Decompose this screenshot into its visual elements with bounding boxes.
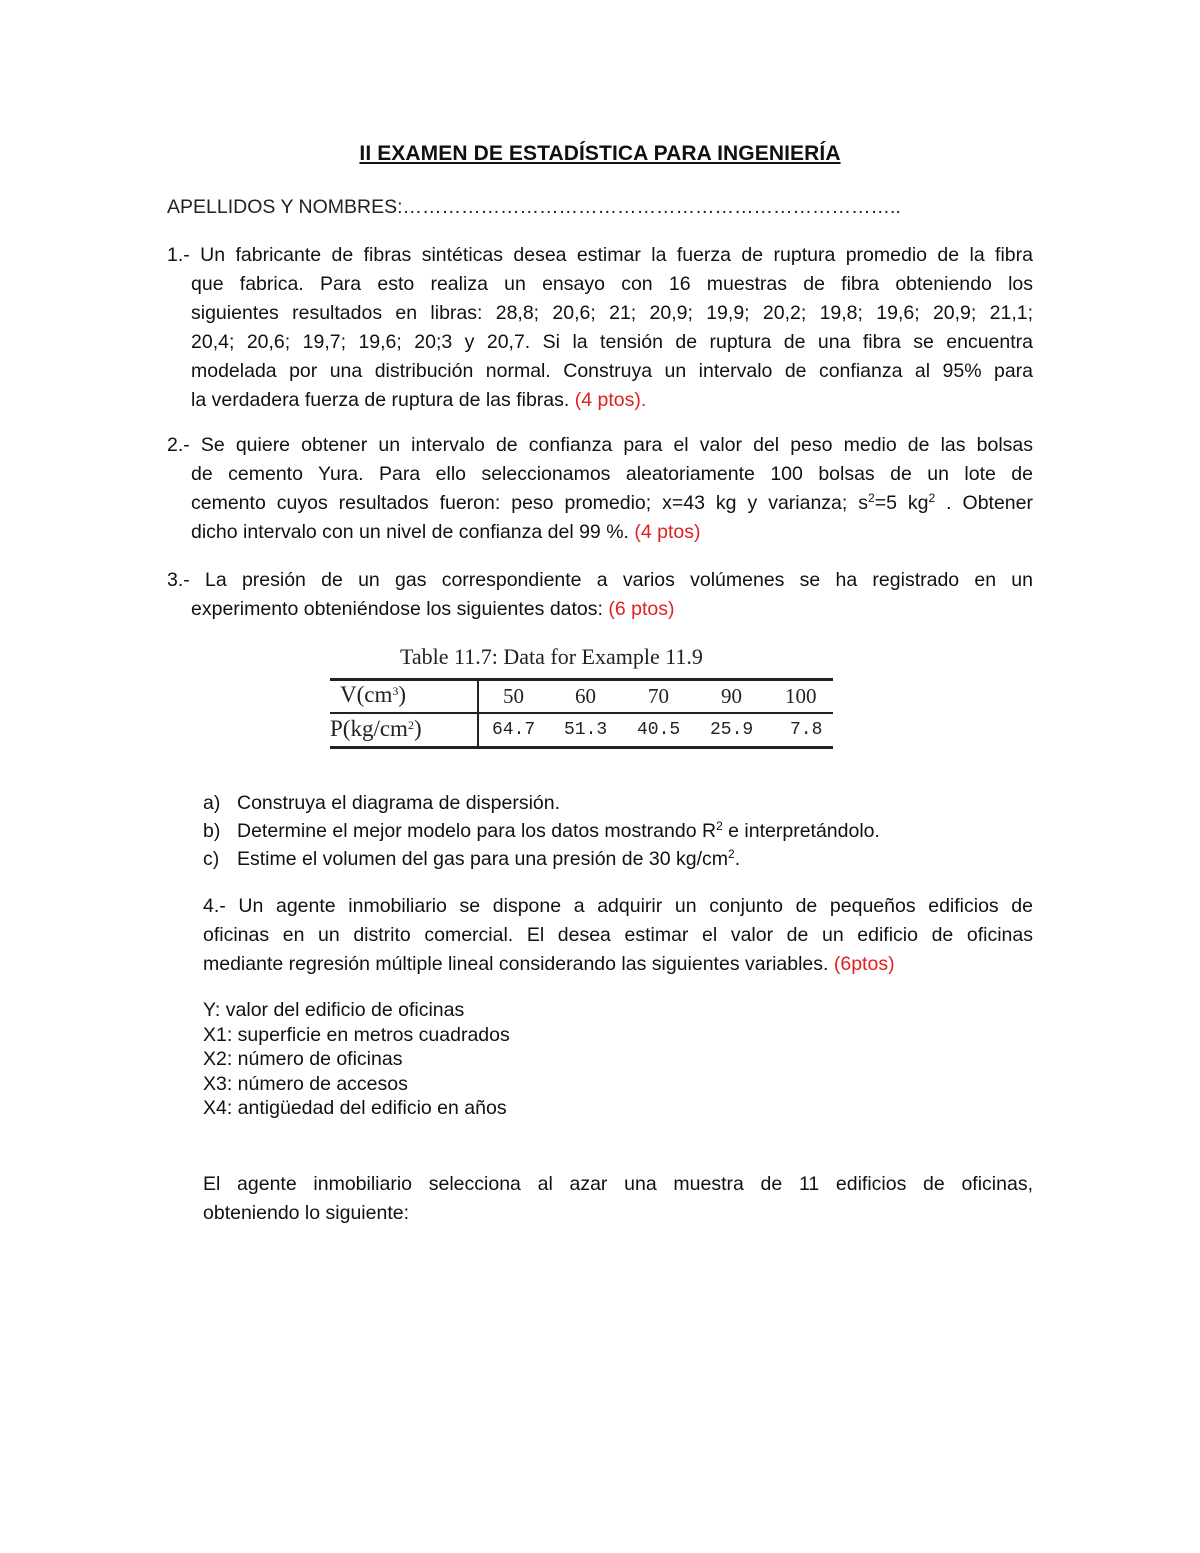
q2-points: (4 ptos) xyxy=(634,521,701,543)
p-value: 40.5 xyxy=(637,720,681,740)
v-value: 90 xyxy=(721,684,742,708)
q1-line-4: 20,4; 20,6; 19,7; 19,6; 20;3 y 20,7. Si la tensión de ruptura de una fibra se encuentra xyxy=(191,331,1033,353)
p-value: 7.8 xyxy=(790,720,823,740)
variables-list xyxy=(203,998,510,1121)
q1-number: 1.- xyxy=(167,244,190,266)
v-value: 50 xyxy=(503,684,524,708)
row-p-label: $P(kg/cm^2)$ xyxy=(330,716,422,741)
variable-item: X2: número de oficinas xyxy=(203,1048,403,1070)
variable-item: X1: superficie en metros cuadrados xyxy=(203,1023,510,1046)
row-v-label: $V(cm^3)$ xyxy=(340,682,407,707)
q4-line-2: oficinas en un distrito comercial. El desea estimar el valor de un edificio de oficinas xyxy=(203,924,1033,946)
sub-item-b: b) Determine el mejor modelo para los datos mostrando $R^2$ e interpretándolo. xyxy=(203,819,880,842)
v-value: 70 xyxy=(648,684,669,708)
names-line: APELLIDOS Y NOMBRES:………………………………………………………………….. xyxy=(167,196,901,218)
q1-points: (4 ptos). xyxy=(574,389,647,411)
q2-number: 2.- xyxy=(167,434,190,456)
question-4 xyxy=(203,892,1033,979)
q2-line-1: 2.- Se quiere obtener un intervalo de confianza para el valor del peso medio de las bolsas xyxy=(167,434,1033,456)
closing-line-1: El agente inmobiliario selecciona al azar una muestra de 11 edificios de oficinas, xyxy=(203,1173,1033,1195)
q4-number: 4.- xyxy=(203,895,226,917)
table-mid-rule xyxy=(330,712,833,714)
p-value: 51.3 xyxy=(564,720,608,740)
table-bottom-rule xyxy=(330,746,833,749)
table-column-separator xyxy=(477,681,479,746)
q3-number: 3.- xyxy=(167,569,190,591)
sub-item-c: c) Estime el volumen del gas para una presión de 30 $kg/cm^2$. xyxy=(203,847,741,870)
variable-item: X4: antigüedad del edificio en años xyxy=(203,1097,507,1119)
q1-line-2: que fabrica. Para esto realiza un ensayo con 16 muestras de fibra obteniendo los xyxy=(191,273,1033,295)
question-3 xyxy=(167,566,1033,624)
q1-line-1: 1.- Un fabricante de fibras sintéticas desea estimar la fuerza de ruptura promedio de la fibra xyxy=(167,244,1033,266)
variable-item: Y: valor del edificio de oficinas xyxy=(203,999,465,1021)
q2-line-2: de cemento Yura. Para ello seleccionamos aleatoriamente 100 bolsas de un lote de xyxy=(191,463,1033,485)
exam-title: II EXAMEN DE ESTADÍSTICA PARA INGENIERÍA xyxy=(359,142,841,165)
q4-line-1: 4.- Un agente inmobiliario se dispone a adquirir un conjunto de pequeños edificios de xyxy=(203,895,1033,917)
closing-paragraph xyxy=(203,1170,1033,1228)
q3-points: (6 ptos) xyxy=(608,598,675,620)
q1-line-3: siguientes resultados en libras: 28,8; 20,6; 21; 20,9; 19,9; 20,2; 19,8; 19,6; 20,9; 21,1; xyxy=(191,302,1033,324)
p-value: 25.9 xyxy=(710,720,754,740)
q2-line-3: cemento cuyos resultados fueron: peso promedio; x=43 kg y varianza; $s^2=5$ $kg^2$ . Obtener xyxy=(191,491,1033,514)
q3-line-1: 3.- La presión de un gas correspondiente a varios volúmenes se ha registrado en un xyxy=(167,569,1033,591)
sub-item-a: a) Construya el diagrama de dispersión. xyxy=(203,792,561,814)
question-1 xyxy=(167,241,1033,415)
closing-line-2: obteniendo lo siguiente: xyxy=(203,1202,409,1224)
q1-line-6: la verdadera fuerza de ruptura de las fibras. (4 ptos). xyxy=(191,389,647,411)
p-value: 64.7 xyxy=(492,720,536,740)
q4-line-3: mediante regresión múltiple lineal considerando las siguientes variables. (6ptos) xyxy=(203,953,895,975)
v-value: 100 xyxy=(785,684,817,708)
variable-item: X3: número de accesos xyxy=(203,1072,408,1095)
q4-points: (6ptos) xyxy=(833,953,895,975)
v-value: 60 xyxy=(575,684,596,708)
table-top-rule xyxy=(330,678,833,681)
q3-line-2: experimento obteniéndose los siguientes datos: (6 ptos) xyxy=(191,598,675,620)
question-2 xyxy=(167,431,1033,547)
q2-line-4: dicho intervalo con un nivel de confianza del 99 %. (4 ptos) xyxy=(191,521,701,543)
table-caption: Table 11.7: Data for Example 11.9 xyxy=(400,644,703,669)
q1-line-5: modelada por una distribución normal. Construya un intervalo de confianza al 95% para xyxy=(191,360,1033,382)
